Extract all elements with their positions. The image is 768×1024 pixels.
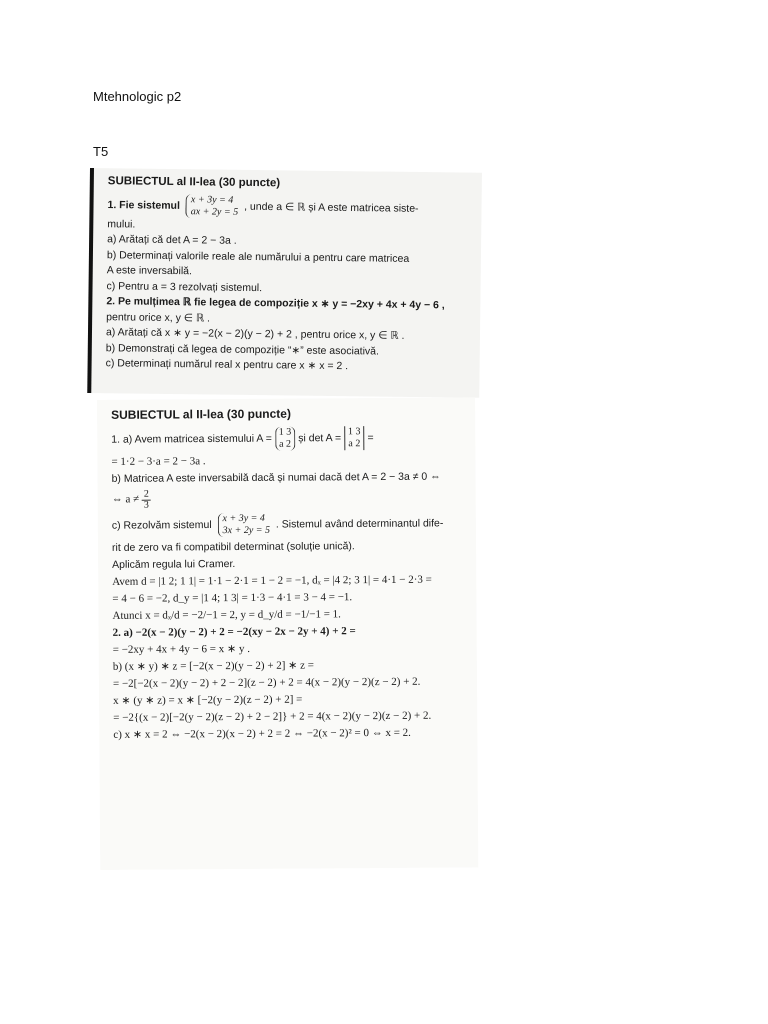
statement-heading: SUBIECTUL al II-lea (30 puncte) bbox=[107, 175, 281, 190]
question-1-intro: 1. Fie sistemul bbox=[107, 198, 180, 212]
solution-system-eq-2: 3x + 2y = 5 bbox=[222, 524, 271, 537]
determinant-a bbox=[344, 426, 365, 450]
matrix-a bbox=[275, 427, 296, 451]
solution-1a-mid: și det A = bbox=[298, 432, 342, 445]
solution-1b-line-1: b) Matricea A este inversabilă dacă și numai dacă det A = 2 − 3a ≠ 0 ⇔ bbox=[111, 470, 441, 485]
solution-1c-line-1 bbox=[112, 511, 470, 537]
fraction-denominator: 3 bbox=[143, 499, 149, 511]
question-2-line-2: pentru orice x, y ∈ ℝ . bbox=[106, 310, 211, 324]
solution-system-eq-1: x + 3y = 4 bbox=[222, 512, 265, 525]
solution-2a-line-2: = −2xy + 4x + 4y − 6 = x ∗ y . bbox=[112, 642, 250, 656]
question-1a: a) Arătați că det A = 2 − 3a . bbox=[107, 233, 237, 247]
question-1-line bbox=[107, 193, 473, 221]
solution-heading: SUBIECTUL al II-lea (30 puncte) bbox=[111, 406, 291, 422]
document-title: Mtehnologic p2 bbox=[93, 89, 182, 104]
question-2a: a) Arătați că x ∗ y = −2(x − 2)(y − 2) + 2 , pentru orice x, y ∈ ℝ . bbox=[105, 326, 405, 342]
solution-1c-after: . Sistemul având determinantul dife- bbox=[275, 517, 444, 531]
solution-1c-line-6: Atunci x = dₓ/d = −2/−1 = 2, y = d_y/d = −1/−1 = 1. bbox=[112, 608, 341, 622]
solution-1b-text: ⇔ a ≠ bbox=[111, 493, 140, 506]
solution-1c-line-3: Aplicăm regula lui Cramer. bbox=[112, 558, 236, 571]
system-eq-1: x + 3y = 4 bbox=[190, 193, 234, 206]
question-2c: c) Determinați numărul real x pentru care x ∗ x = 2 . bbox=[105, 357, 349, 373]
solution-1c-line-5: = 4 − 6 = −2, d_y = |1 4; 1 3| = 1·3 − 4·1 = 3 − 4 = −1. bbox=[112, 591, 353, 605]
question-1-after: , unde a ∈ ℝ și A este matricea siste- bbox=[244, 200, 419, 215]
solution-1a-end: = bbox=[367, 431, 374, 444]
matrix-a-row-2: a 2 bbox=[279, 438, 292, 450]
solution-1c-line-4: Avem d = |1 2; 1 1| = 1·1 − 2·1 = 1 − 2 = −1, dₓ = |4 2; 3 1| = 4·1 − 2·3 = bbox=[112, 573, 432, 588]
document-subtitle: T5 bbox=[93, 144, 109, 159]
solution-2b-line-4: = −2{(x − 2)[−2(y − 2)(z − 2) + 2 − 2]} + 2 = 4(x − 2)(y − 2)(z − 2) + 2. bbox=[113, 709, 432, 724]
solution-2b-line-3: x ∗ (y ∗ z) = x ∗ [−2(y − 2)(z − 2) + 2] = bbox=[113, 693, 303, 707]
fraction-numerator: 2 bbox=[142, 489, 151, 501]
determinant-a-row-1: 1 3 bbox=[347, 426, 361, 438]
question-1-system bbox=[186, 194, 239, 219]
system-eq-2: ax + 2y = 5 bbox=[190, 205, 239, 218]
question-1-cont: mului. bbox=[107, 217, 136, 231]
solution-1b-line-2 bbox=[112, 486, 470, 510]
solution-1c-line-2: rit de zero va fi compatibil determinat (soluție unică). bbox=[111, 540, 355, 554]
solution-1a-text: 1. a) Avem matricea sistemului A = bbox=[111, 432, 272, 446]
solution-1a-line-1 bbox=[111, 425, 469, 451]
solution-1a-line-2: = 1·2 − 3·a = 2 − 3a . bbox=[111, 455, 206, 468]
question-2-line-1: 2. Pe mulțimea ℝ fie legea de compoziție x ∗ y = −2xy + 4x + 4y − 6 , bbox=[106, 295, 445, 312]
solution-2b-line-2: = −2[−2(x − 2)(y − 2) + 2 − 2](z − 2) + 2 = 4(x − 2)(y − 2)(z − 2) + 2. bbox=[112, 675, 421, 690]
solution-2a-line-1: 2. a) −2(x − 2)(y − 2) + 2 = −2(xy − 2x − 2y + 4) + 2 = bbox=[112, 625, 356, 639]
fraction-two-thirds bbox=[142, 489, 151, 511]
solution-2c: c) x ∗ x = 2 ⇔ −2(x − 2)(x − 2) + 2 = 2 ⇔ −2(x − 2)² = 0 ⇔ x = 2. bbox=[113, 726, 411, 741]
question-1c: c) Pentru a = 3 rezolvați sistemul. bbox=[106, 279, 263, 294]
question-2b: b) Demonstrați că legea de compoziție “∗” este asociativă. bbox=[105, 341, 380, 358]
matrix-a-row-1: 1 3 bbox=[278, 426, 292, 438]
question-1b-line-2: A este inversabilă. bbox=[106, 264, 193, 278]
solution-2b-line-1: b) (x ∗ y) ∗ z = [−2(x − 2)(y − 2) + 2] ∗ z = bbox=[112, 659, 315, 673]
solution-1c-system bbox=[217, 513, 270, 537]
determinant-a-row-2: a 2 bbox=[348, 438, 361, 450]
solution-scan bbox=[97, 397, 478, 870]
problem-statement-scan bbox=[87, 168, 482, 398]
question-1b-line-1: b) Determinați valorile reale ale numărului a pentru care matricea bbox=[106, 248, 410, 265]
solution-1c-text: c) Rezolvăm sistemul bbox=[111, 518, 212, 532]
